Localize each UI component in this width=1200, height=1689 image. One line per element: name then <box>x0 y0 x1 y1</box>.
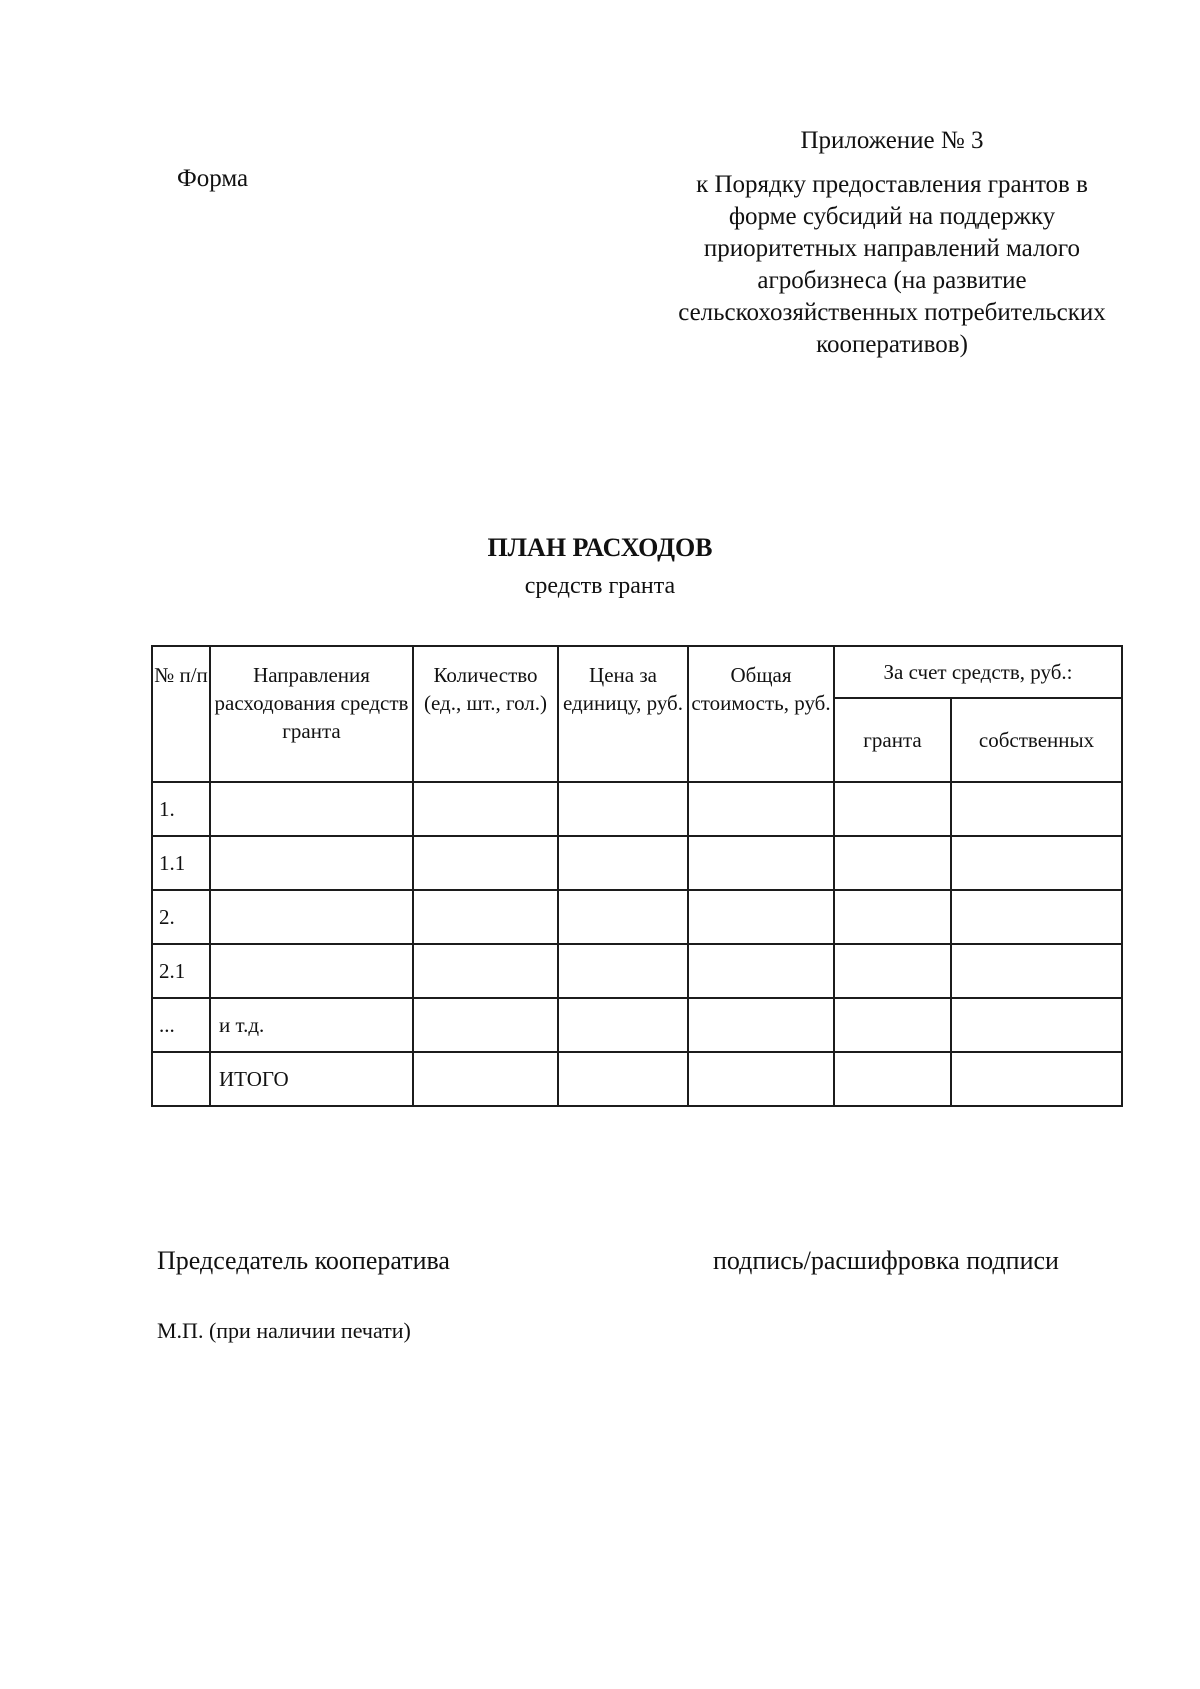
seal-label: М.П. (при наличии печати) <box>157 1318 411 1343</box>
table-row <box>152 944 1122 998</box>
row-quantity-cell[interactable] <box>413 998 558 1052</box>
total-own-cell[interactable] <box>951 1052 1122 1106</box>
header-unit-price: Цена за единицу, руб. <box>558 646 688 782</box>
header-total-cost: Общая стоимость, руб. <box>688 646 834 782</box>
total-grant-cell[interactable] <box>834 1052 951 1106</box>
row-unit-price-cell[interactable] <box>558 782 688 836</box>
appendix-number: Приложение № 3 <box>800 127 984 154</box>
chairman-label: Председатель кооператива <box>157 1246 450 1275</box>
row-total-cost-cell[interactable] <box>688 890 834 944</box>
row-direction[interactable]: и т.д. <box>210 998 413 1052</box>
row-unit-price-cell[interactable] <box>558 836 688 890</box>
row-own-cell[interactable] <box>951 782 1122 836</box>
header-own: собственных <box>951 698 1122 782</box>
row-number: 1. <box>152 782 210 836</box>
total-unit-price-cell[interactable] <box>558 1052 688 1106</box>
row-direction[interactable] <box>210 836 413 890</box>
row-number: 2. <box>152 890 210 944</box>
row-direction[interactable] <box>210 944 413 998</box>
signature-hint: подпись/расшифровка подписи <box>713 1246 1059 1275</box>
table-header-row <box>152 646 1122 698</box>
row-number <box>152 1052 210 1106</box>
header-grant: гранта <box>834 698 951 782</box>
row-own-cell[interactable] <box>951 998 1122 1052</box>
row-grant-cell[interactable] <box>834 782 951 836</box>
row-grant-cell[interactable] <box>834 998 951 1052</box>
total-quantity-cell[interactable] <box>413 1052 558 1106</box>
expense-plan-table <box>151 645 1123 1107</box>
row-quantity-cell[interactable] <box>413 890 558 944</box>
row-number: 1.1 <box>152 836 210 890</box>
table-row <box>152 836 1122 890</box>
row-own-cell[interactable] <box>951 890 1122 944</box>
row-quantity-cell[interactable] <box>413 782 558 836</box>
row-total-cost-cell[interactable] <box>688 944 834 998</box>
row-unit-price-cell[interactable] <box>558 998 688 1052</box>
row-direction[interactable] <box>210 782 413 836</box>
row-total-cost-cell[interactable] <box>688 836 834 890</box>
row-quantity-cell[interactable] <box>413 836 558 890</box>
row-own-cell[interactable] <box>951 836 1122 890</box>
form-label: Форма <box>177 165 249 192</box>
total-cost-cell[interactable] <box>688 1052 834 1106</box>
row-total-cost-cell[interactable] <box>688 998 834 1052</box>
row-direction[interactable] <box>210 890 413 944</box>
table-row <box>152 782 1122 836</box>
row-number: 2.1 <box>152 944 210 998</box>
row-total-cost-cell[interactable] <box>688 782 834 836</box>
header-funding-group: За счет средств, руб.: <box>834 646 1122 698</box>
table-row <box>152 998 1122 1052</box>
title-block <box>0 532 1200 602</box>
row-direction: ИТОГО <box>210 1052 413 1106</box>
row-number: ... <box>152 998 210 1052</box>
document-subtitle: средств гранта <box>524 573 676 599</box>
header-num: № п/п <box>152 646 210 782</box>
header-quantity: Количество (ед., шт., гол.) <box>413 646 558 782</box>
table-row <box>152 890 1122 944</box>
row-own-cell[interactable] <box>951 944 1122 998</box>
header-direction: Направления расходования средств гранта <box>210 646 413 782</box>
row-grant-cell[interactable] <box>834 944 951 998</box>
row-unit-price-cell[interactable] <box>558 890 688 944</box>
row-unit-price-cell[interactable] <box>558 944 688 998</box>
row-grant-cell[interactable] <box>834 836 951 890</box>
table-total-row <box>152 1052 1122 1106</box>
document-title: ПЛАН РАСХОДОВ <box>487 533 713 562</box>
appendix-block <box>662 125 1122 361</box>
row-grant-cell[interactable] <box>834 890 951 944</box>
appendix-reference: к Порядку предоставления грантов в форме субсидий на поддержку приоритетных направлений малого агробизнеса (на развитие сельскохозяйственных потребительских кооперативов) <box>678 171 1106 358</box>
row-quantity-cell[interactable] <box>413 944 558 998</box>
